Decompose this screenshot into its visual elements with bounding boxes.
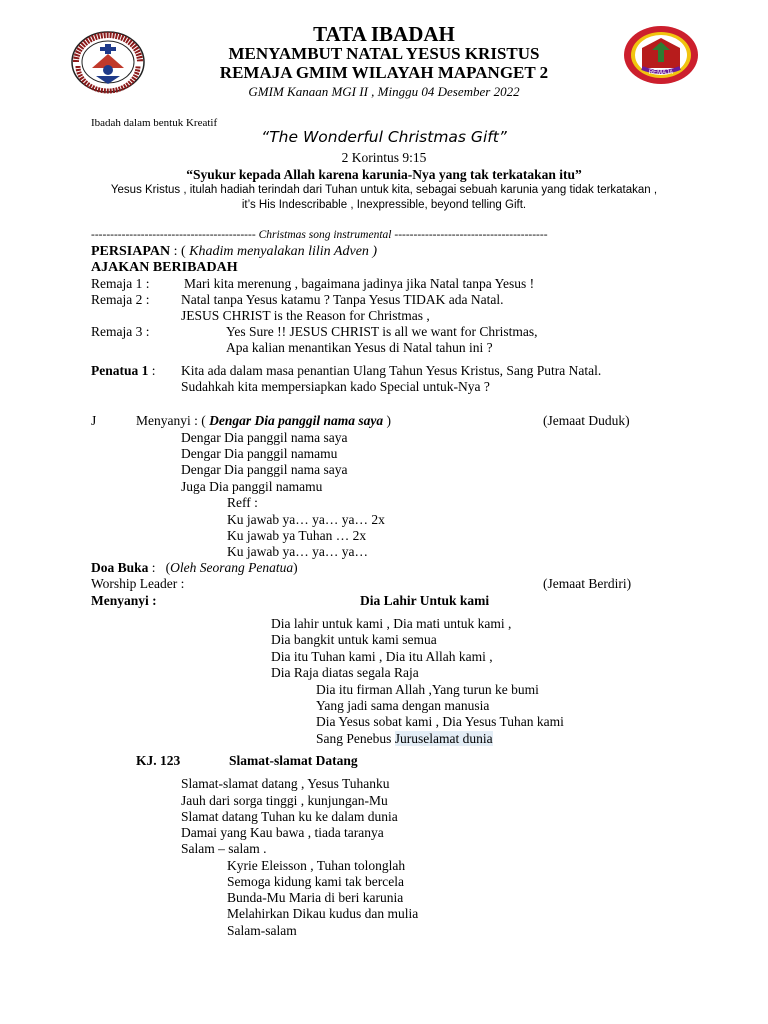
lyric-prefix: Sang Penebus xyxy=(316,731,395,746)
theme-quote: “Syukur kepada Allah karena karunia-Nya yang tak terkatakan itu” xyxy=(186,167,582,182)
doa-buka-colon: : ( xyxy=(148,560,171,575)
song1-marker: J xyxy=(91,413,97,428)
verse-ref: 2 Korintus 9:15 xyxy=(341,150,427,165)
lyric-line: Slamat-slamat datang , Yesus Tuhanku xyxy=(181,776,390,791)
remaja-2-label: Remaja 2 : xyxy=(91,292,150,307)
lyric-line: Damai yang Kau bawa , tiada taranya xyxy=(181,825,384,840)
song2-label: Menyanyi : xyxy=(91,593,157,608)
persiapan-line xyxy=(91,244,377,260)
lyric-line-last xyxy=(316,731,493,747)
penatua-label: Penatua 1 xyxy=(91,363,149,378)
lyric-line: Salam – salam . xyxy=(181,841,267,856)
lyric-line: Melahirkan Dikau kudus dan mulia xyxy=(227,906,419,921)
lyric-line: Ku jawab ya… ya… ya… 2x xyxy=(227,512,385,527)
lyric-line: Bunda-Mu Maria di beri karunia xyxy=(227,890,404,905)
place-date: GMIM Kanaan MGI II , Minggu 04 Desember 2022 xyxy=(248,84,520,99)
remaja-2-text-1: Natal tanpa Yesus katamu ? Tanpa Yesus TIDAK ada Natal. xyxy=(181,292,504,307)
lyric-line: Yang jadi sama dengan manusia xyxy=(316,698,490,713)
remaja-3-label: Remaja 3 : xyxy=(91,324,150,339)
worship-posture: (Jemaat Berdiri) xyxy=(543,576,632,591)
svg-text:REMAJA: REMAJA xyxy=(648,70,674,76)
lyric-line: Ku jawab ya… ya… ya… xyxy=(227,544,368,559)
lyric-line: Salam-salam xyxy=(227,923,297,938)
kj-number: KJ. 123 xyxy=(136,753,181,768)
penatua-text-1: Kita ada dalam masa penantian Ulang Tahun Yesus Kristus, Sang Putra Natal. xyxy=(181,363,602,378)
lyric-line: Dia bangkit untuk kami semua xyxy=(271,632,437,647)
persiapan-colon: : ( xyxy=(170,244,190,259)
lyric-line: Semoga kidung kami tak bercela xyxy=(227,874,404,889)
doa-buka-line xyxy=(91,560,298,576)
persiapan-note: Khadim menyalakan lilin Adven ) xyxy=(189,244,378,259)
lyric-line: Slamat datang Tuhan ku ke dalam dunia xyxy=(181,809,398,824)
remaja-3-text-2: Apa kalian menantikan Yesus di Natal tahun ini ? xyxy=(226,340,493,355)
lyric-line: Dengar Dia panggil namamu xyxy=(181,446,338,461)
song1-prefix: Menyanyi : ( xyxy=(136,413,210,428)
doa-buka-close: ) xyxy=(293,560,298,575)
page-subtitle-2: REMAJA GMIM WILAYAH MAPANGET 2 xyxy=(219,63,549,82)
theme-explain-2: it’s His Indescribable , Inexpressible, beyond telling Gift. xyxy=(241,199,527,211)
remaja-2-text-2: JESUS CHRIST is the Reason for Christmas , xyxy=(181,308,430,323)
lyric-line: Kyrie Eleisson , Tuhan tolonglah xyxy=(227,858,406,873)
penatua-colon: : xyxy=(148,363,156,378)
instrumental-line xyxy=(91,228,548,242)
song2-title: Dia Lahir Untuk kami xyxy=(360,593,490,608)
instrumental-label: Christmas song instrumental xyxy=(258,229,392,241)
song1-title: Dengar Dia panggil nama saya xyxy=(209,413,384,428)
doa-buka-label: Doa Buka xyxy=(91,560,149,575)
penatua-text-2: Sudahkah kita mempersiapkan kado Special untuk-Nya ? xyxy=(181,379,490,394)
lyric-line: Dia lahir untuk kami , Dia mati untuk kami , xyxy=(271,616,512,631)
remaja-1-label: Remaja 1 : xyxy=(91,276,150,291)
lyric-line: Dia itu Tuhan kami , Dia itu Allah kami , xyxy=(271,649,493,664)
lyric-line: Dengar Dia panggil nama saya xyxy=(181,462,348,477)
doa-buka-note: Oleh Seorang Penatua xyxy=(170,560,294,575)
lyric-line: Dia itu firman Allah ,Yang turun ke bumi xyxy=(316,682,539,697)
page-subtitle-1: MENYAMBUT NATAL YESUS KRISTUS xyxy=(228,44,540,63)
theme-explain-1: Yesus Kristus , itulah hadiah terindah dari Tuhan untuk kita, sebagai sebuah karunia yang tidak terkatakan , xyxy=(110,184,658,196)
lyric-line: Juga Dia panggil namamu xyxy=(181,479,323,494)
song1-heading xyxy=(136,413,391,429)
penatua-label-line xyxy=(91,363,156,379)
song1-posture: (Jemaat Duduk) xyxy=(543,413,630,428)
kj-title: Slamat-slamat Datang xyxy=(229,753,358,768)
lyric-line: Dia Raja diatas segala Raja xyxy=(271,665,419,680)
form-note: Ibadah dalam bentuk Kreatif xyxy=(91,117,218,129)
remaja-3-text-1: Yes Sure !! JESUS CHRIST is all we want for Christmas, xyxy=(226,324,538,339)
theme-title: “The Wonderful Christmas Gift” xyxy=(261,128,507,146)
page-title: TATA IBADAH xyxy=(313,22,455,46)
persiapan-label: PERSIAPAN xyxy=(91,244,171,259)
dashes-left: ------------------------------------------- xyxy=(91,229,256,241)
ajakan-heading: AJAKAN BERIBADAH xyxy=(91,260,238,275)
lyric-line: Dia Yesus sobat kami , Dia Yesus Tuhan kami xyxy=(316,714,564,729)
lyric-line: Ku jawab ya Tuhan … 2x xyxy=(227,528,367,543)
reff-label: Reff : xyxy=(227,495,258,510)
remaja-1-text: Mari kita merenung , bagaimana jadinya jika Natal tanpa Yesus ! xyxy=(184,276,535,291)
worship-leader-label: Worship Leader : xyxy=(91,576,185,591)
lyric-line: Jauh dari sorga tinggi , kunjungan-Mu xyxy=(181,793,388,808)
lyric-line: Dengar Dia panggil nama saya xyxy=(181,430,348,445)
dashes-right: ---------------------------------------- xyxy=(394,229,548,241)
song1-suffix: ) xyxy=(383,413,392,428)
highlighted-text[interactable]: Juruselamat dunia xyxy=(394,731,493,746)
